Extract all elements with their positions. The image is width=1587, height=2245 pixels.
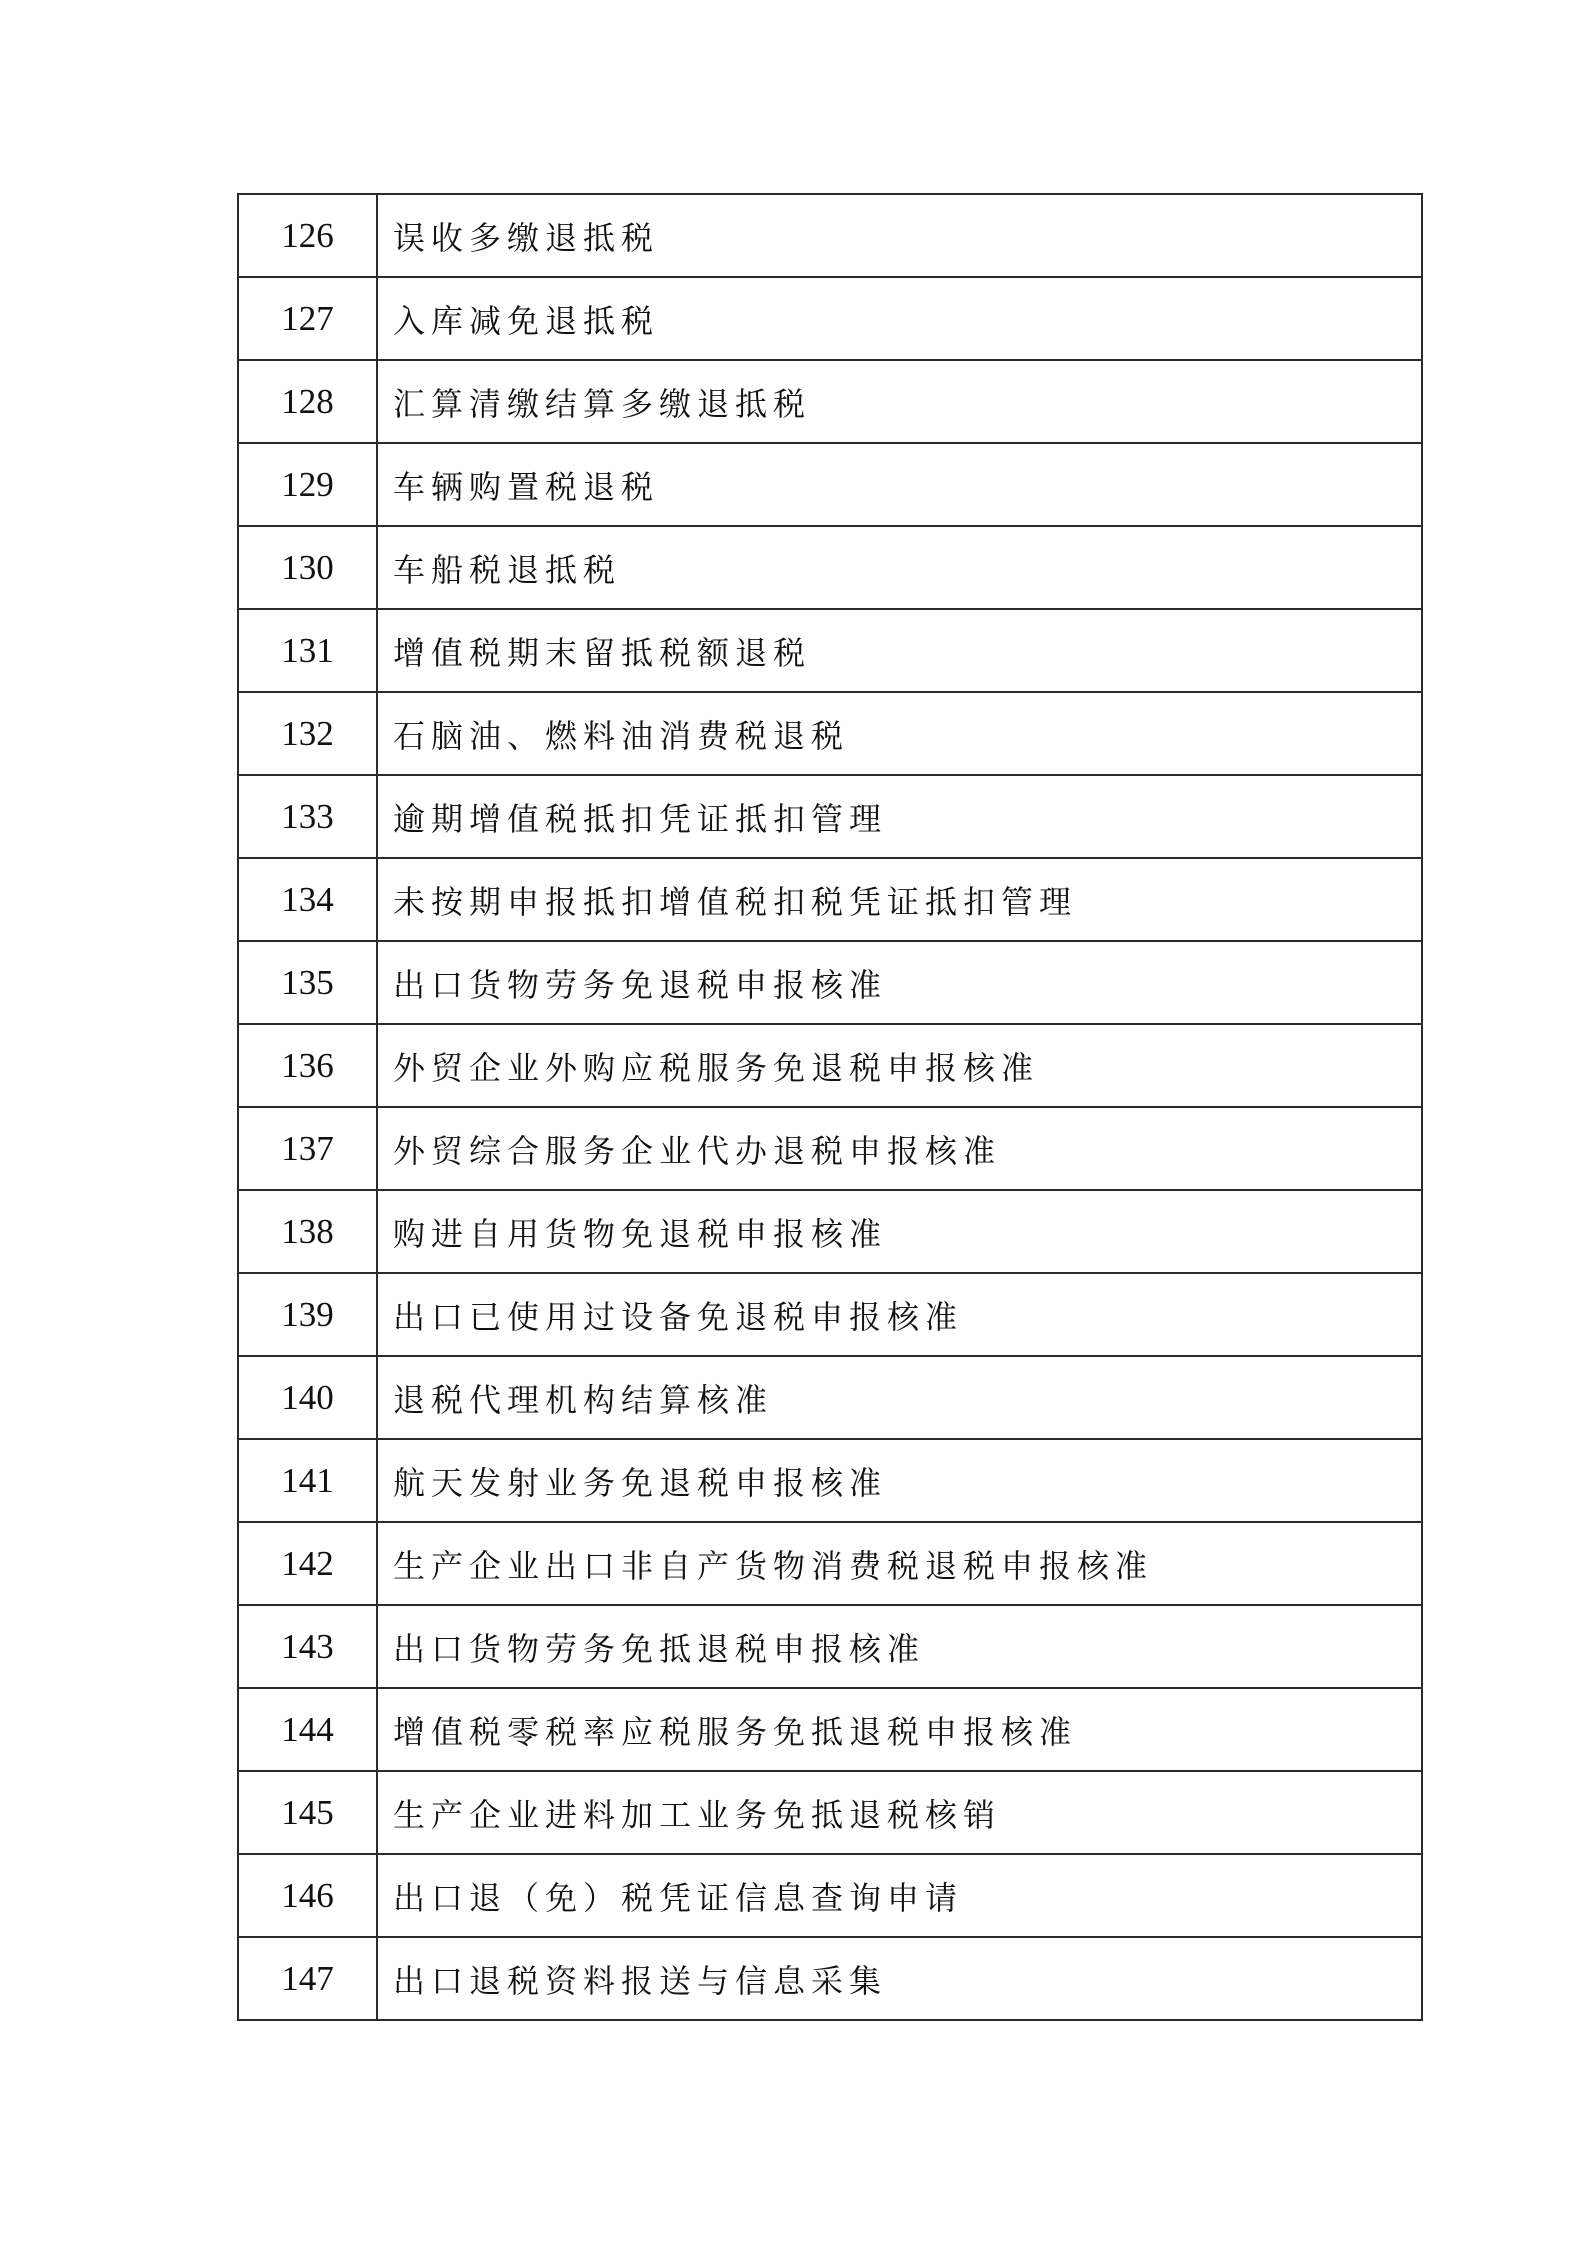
table-row [238,1937,1422,2020]
table-row [238,194,1422,277]
row-item: 生产企业出口非自产货物消费税退税申报核准 [377,1522,1422,1605]
table-row [238,526,1422,609]
table-row [238,443,1422,526]
row-item: 车辆购置税退税 [377,443,1422,526]
row-number: 136 [238,1024,377,1107]
table-row [238,1605,1422,1688]
table-row [238,1522,1422,1605]
table-row [238,360,1422,443]
row-number: 134 [238,858,377,941]
row-number: 140 [238,1356,377,1439]
table-row [238,1107,1422,1190]
table-row [238,1273,1422,1356]
row-item: 外贸综合服务企业代办退税申报核准 [377,1107,1422,1190]
row-item: 出口货物劳务免退税申报核准 [377,941,1422,1024]
table-row [238,692,1422,775]
row-number: 141 [238,1439,377,1522]
table-row [238,1190,1422,1273]
row-item: 未按期申报抵扣增值税扣税凭证抵扣管理 [377,858,1422,941]
row-number: 131 [238,609,377,692]
row-item: 出口退税资料报送与信息采集 [377,1937,1422,2020]
table-row [238,941,1422,1024]
row-number: 137 [238,1107,377,1190]
row-number: 127 [238,277,377,360]
row-item: 出口货物劳务免抵退税申报核准 [377,1605,1422,1688]
row-number: 147 [238,1937,377,2020]
row-number: 128 [238,360,377,443]
tax-items-table [237,193,1423,2021]
row-number: 139 [238,1273,377,1356]
table-row [238,1356,1422,1439]
row-item: 退税代理机构结算核准 [377,1356,1422,1439]
row-item: 外贸企业外购应税服务免退税申报核准 [377,1024,1422,1107]
row-number: 133 [238,775,377,858]
table-row [238,1688,1422,1771]
row-number: 129 [238,443,377,526]
row-number: 132 [238,692,377,775]
row-number: 126 [238,194,377,277]
row-item: 入库减免退抵税 [377,277,1422,360]
row-number: 142 [238,1522,377,1605]
table-row [238,775,1422,858]
row-number: 146 [238,1854,377,1937]
row-item: 增值税期末留抵税额退税 [377,609,1422,692]
table-row [238,1854,1422,1937]
table-row [238,1771,1422,1854]
row-item: 出口退（免）税凭证信息查询申请 [377,1854,1422,1937]
row-item: 出口已使用过设备免退税申报核准 [377,1273,1422,1356]
row-item: 增值税零税率应税服务免抵退税申报核准 [377,1688,1422,1771]
row-item: 汇算清缴结算多缴退抵税 [377,360,1422,443]
row-number: 144 [238,1688,377,1771]
row-item: 石脑油、燃料油消费税退税 [377,692,1422,775]
table-row [238,858,1422,941]
row-item: 车船税退抵税 [377,526,1422,609]
row-number: 145 [238,1771,377,1854]
table-row [238,277,1422,360]
row-number: 130 [238,526,377,609]
row-number: 135 [238,941,377,1024]
row-item: 生产企业进料加工业务免抵退税核销 [377,1771,1422,1854]
table-row [238,1024,1422,1107]
row-number: 138 [238,1190,377,1273]
row-item: 误收多缴退抵税 [377,194,1422,277]
table-row [238,1439,1422,1522]
row-item: 逾期增值税抵扣凭证抵扣管理 [377,775,1422,858]
row-item: 航天发射业务免退税申报核准 [377,1439,1422,1522]
row-item: 购进自用货物免退税申报核准 [377,1190,1422,1273]
row-number: 143 [238,1605,377,1688]
table-row [238,609,1422,692]
